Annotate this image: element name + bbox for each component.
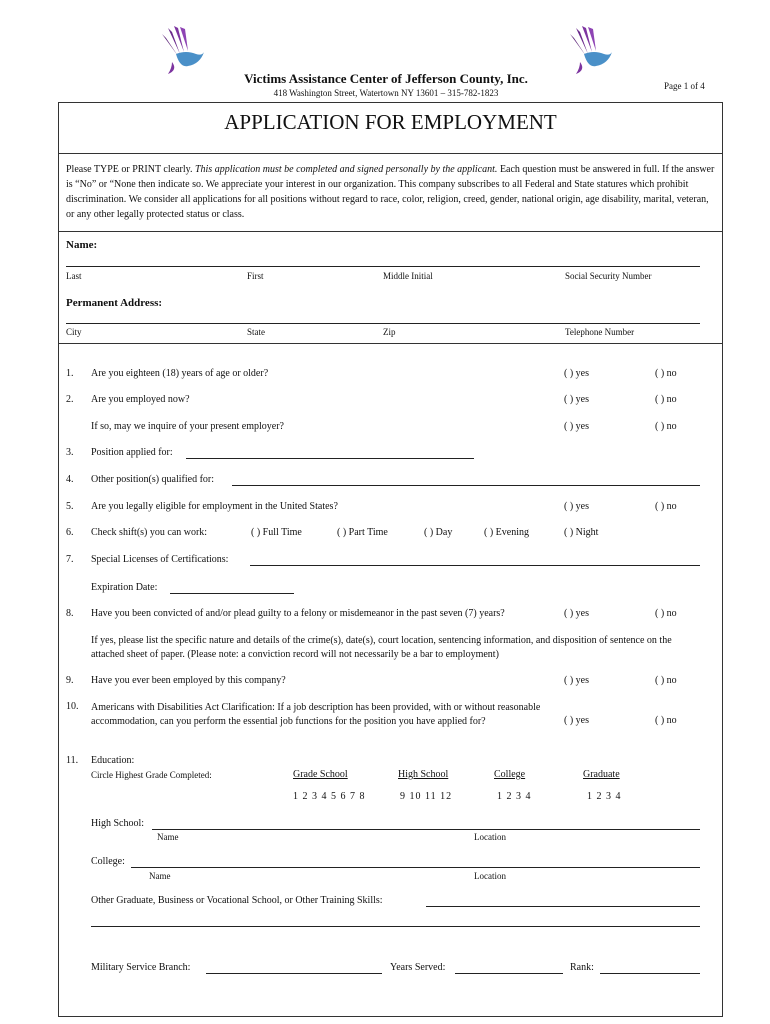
high-school-label: High School: [91,818,145,829]
q8b-text: If yes, please list the specific nature and details of the crime(s), date(s), court location, sentencing information, and disposition of sentence on the attached sheet of paper. (Please note: a conviction record will not necessarily be a bar to employment) [91,635,672,660]
bird-logo-right [566,24,614,76]
q10-yes[interactable]: ( ) yes [564,715,589,726]
q1-no[interactable]: ( ) no [655,368,677,379]
q4-number: 4. [66,474,74,485]
intro-italic: This application must be completed and signed personally by the applicant. [194,164,498,175]
q4-text: Other position(s) qualified for: [91,474,215,485]
bird-logo-left [158,24,206,76]
name-field-ssn: Social Security Number [565,271,652,281]
q8-yes[interactable]: ( ) yes [564,608,589,619]
other-training-label: Other Graduate, Business or Vocational School, or Other Training Skills: [91,895,383,906]
edu-head-college: College [494,769,526,780]
high-school-input-line[interactable] [152,829,700,830]
q10-text: Americans with Disabilities Act Clarification: If a job description has been provided, with or without reasonable accommodation, can you perform the essential job functions for the position you have applied for? [91,702,541,727]
edu-grades-college[interactable]: 1 2 3 4 [497,791,532,802]
shift-full-time[interactable]: ( ) Full Time [251,527,302,538]
q1-number: 1. [66,368,74,379]
q7-number: 7. [66,554,74,565]
address-field-phone: Telephone Number [565,327,635,337]
name-field-last: Last [66,271,82,281]
q8-no[interactable]: ( ) no [655,608,677,619]
college-label: College: [91,856,125,867]
edu-grades-high-school[interactable]: 9 10 11 12 [400,791,453,802]
page-number: Page 1 of 4 [664,81,705,91]
q9-number: 9. [66,675,74,686]
rank-input-line[interactable] [600,973,700,974]
address-field-state: State [247,327,265,337]
name-field-first: First [247,271,264,281]
q11-text: Education: [91,755,135,766]
shift-day[interactable]: ( ) Day [424,527,453,538]
college-name-caption: Name [149,871,171,881]
intro-part1: Please TYPE or PRINT clearly. [66,164,195,175]
address-field-city: City [66,327,82,337]
expiration-input-line[interactable] [170,593,294,594]
q3-number: 3. [66,447,74,458]
divider [58,153,723,154]
other-training-input-line[interactable] [426,906,700,907]
q7-text: Special Licenses of Certifications: [91,554,229,565]
q2b-text: If so, may we inquire of your present employer? [91,421,284,432]
q2b-no[interactable]: ( ) no [655,421,677,432]
edu-grades-graduate[interactable]: 1 2 3 4 [587,791,622,802]
intro-part2: Each question must be answered in full. If the answer is “No” or “None then indicate so. We appreciate your interest in our organization. This company subscribes to all Federal and State statures which prohibit discrimination. We consider all applications for all positions without regard to race, color, religion, creed, gender, national origin, age disability, marital, veteran, or any other legally protected status or class. [66,164,715,220]
q1-yes[interactable]: ( ) yes [564,368,589,379]
q6-text: Check shift(s) you can work: [91,527,208,538]
name-input-line[interactable] [66,266,700,267]
q8-number: 8. [66,608,74,619]
q10-no[interactable]: ( ) no [655,715,677,726]
high-school-name-caption: Name [157,832,179,842]
address-input-line[interactable] [66,323,700,324]
q2-number: 2. [66,394,74,405]
q3-text: Position applied for: [91,447,173,458]
address-field-zip: Zip [383,327,396,337]
years-served-input-line[interactable] [455,973,563,974]
q3-input-line[interactable] [186,458,474,459]
org-address: 418 Washington Street, Watertown NY 13601 – 315-782-1823 [273,88,499,98]
q5-no[interactable]: ( ) no [655,501,677,512]
q2-no[interactable]: ( ) no [655,394,677,405]
college-location-caption: Location [474,871,506,881]
shift-evening[interactable]: ( ) Evening [484,527,529,538]
name-field-middle: Middle Initial [383,271,433,281]
divider [58,343,723,344]
page-title: APPLICATION FOR EMPLOYMENT [224,110,557,134]
name-label: Name: [66,239,98,251]
edu-head-graduate: Graduate [583,769,620,780]
shift-part-time[interactable]: ( ) Part Time [337,527,388,538]
q9-text: Have you ever been employed by this company? [91,675,286,686]
q5-yes[interactable]: ( ) yes [564,501,589,512]
q2b-yes[interactable]: ( ) yes [564,421,589,432]
q5-text: Are you legally eligible for employment in the United States? [91,501,338,512]
q2-yes[interactable]: ( ) yes [564,394,589,405]
edu-grades-grade-school[interactable]: 1 2 3 4 5 6 7 8 [293,791,366,802]
military-branch-label: Military Service Branch: [91,962,191,973]
shift-night[interactable]: ( ) Night [564,527,599,538]
divider [58,231,723,232]
high-school-location-caption: Location [474,832,506,842]
rank-label: Rank: [570,962,594,973]
circle-grade-label: Circle Highest Grade Completed: [91,770,212,780]
q10-number: 10. [66,701,79,712]
q6-number: 6. [66,527,74,538]
q7-input-line[interactable] [250,565,700,566]
q4-input-line[interactable] [232,485,700,486]
college-input-line[interactable] [131,867,700,868]
address-label: Permanent Address: [66,297,163,309]
q5-number: 5. [66,501,74,512]
intro-text [66,162,716,222]
other-training-input-line-2[interactable] [91,926,700,927]
military-branch-input-line[interactable] [206,973,382,974]
q9-no[interactable]: ( ) no [655,675,677,686]
q7b-text: Expiration Date: [91,582,158,593]
years-served-label: Years Served: [390,962,446,973]
q9-yes[interactable]: ( ) yes [564,675,589,686]
org-name: Victims Assistance Center of Jefferson County, Inc. [244,71,528,86]
q11-number: 11. [66,755,79,766]
q8-text: Have you been convicted of and/or plead guilty to a felony or misdemeanor in the past seven (7) years? [91,608,505,619]
q2-text: Are you employed now? [91,394,190,405]
q1-text: Are you eighteen (18) years of age or older? [91,368,269,379]
edu-head-grade-school: Grade School [293,769,348,780]
edu-head-high-school: High School [398,769,449,780]
